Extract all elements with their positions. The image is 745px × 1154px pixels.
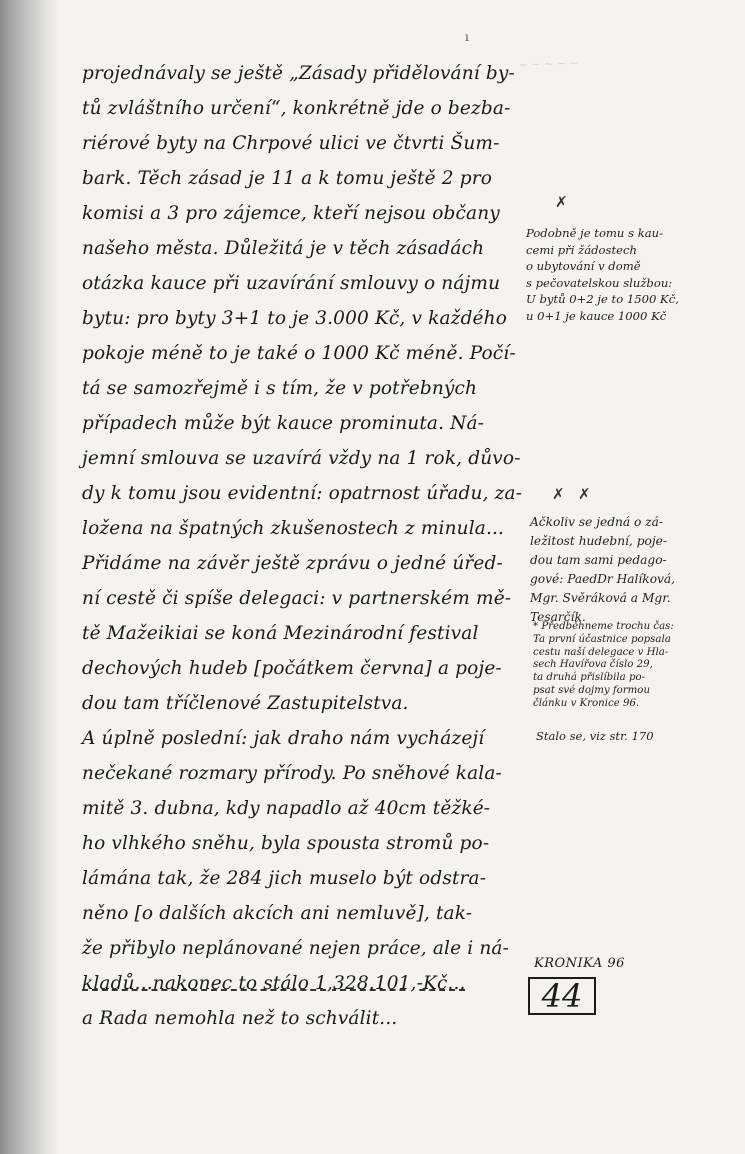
margin-note-reference: Stalo se, viz str. 170 [536,729,654,743]
text-line: otázka kauce při uzavírání smlouvy o nájmu [82,273,501,294]
text-line: tě Mažeikiai se koná Mezinárodní festival [82,623,479,644]
text-line: ní cestě či spíše delegaci: v partnerském mě- [82,588,512,609]
text-line: dou tam tříčlenové Zastupitelstva. [82,693,409,714]
note-line: ležitost hudební, poje- [530,534,667,548]
ink-mark: ı [465,30,469,44]
note-line: s pečovatelskou službou: [526,275,673,290]
binding-shadow [0,0,60,1154]
text-line: riérové byty na Chrpové ulici ve čtvrti Šum- [82,133,500,154]
note-line: Mgr. Svěráková a Mgr. [530,591,671,605]
text-line: tů zvláštního určení“, konkrétně jde o bezba- [82,98,511,119]
note-line: sech Havířova číslo 29, [533,659,653,671]
text-line: dy k tomu jsou evidentní: opatrnost úřadu, za- [82,483,523,504]
text-line: ho vlhkého sněhu, byla spousta stromů po- [82,833,490,854]
text-line-cost: kladů...nakonec to stálo 1,328.101,-Kč... [82,973,466,994]
text-line: tá se samozřejmě i s tím, že v potřebných [82,378,478,399]
text-line: projednávaly se ještě „Zásady přidělování by- [82,63,515,84]
text-line: Přidáme na závěr ještě zprávu o jedné úřed- [82,553,503,574]
note-line: * Předběhneme trochu čas: [533,621,674,632]
page-number: 44 [528,977,596,1015]
text-line: a Rada nemohla než to schválit... [82,1008,398,1029]
text-line: případech může být kauce prominuta. Ná- [82,413,485,434]
note-line: dou tam sami pedago- [530,553,667,567]
text-line: ložena na špatných zkušenostech z minula... [82,518,505,539]
note-line: gové: PaedDr Halíková, [530,572,676,586]
text-line: že přibylo neplánované nejen práce, ale i ná- [82,938,509,959]
chronicle-header: KRONIKA 96 [534,956,625,971]
text-line: mitě 3. dubna, kdy napadlo až 40cm těžké- [82,798,491,819]
note-line: cestu naší delegace v Hla- [533,646,669,658]
bleed-through-text: ~ ~ ~ ~ ~ [518,56,579,72]
text-line: jemní smlouva se uzavírá vždy na 1 rok, důvo- [82,448,521,469]
note-line: cemi při žádostech [526,242,637,257]
note-line: Ačkoliv se jedná o zá- [530,515,664,529]
main-handwritten-text [82,56,522,1036]
margin-cross-mark: ✗ [578,485,591,503]
margin-cross-mark: ✗ [552,485,565,503]
margin-cross-mark: ✗ [555,193,568,211]
note-line: Ta první účastnice popsala [533,633,671,645]
note-line: u 0+1 je kauce 1000 Kč [526,308,667,323]
note-line: Tesarčík. [530,610,586,624]
text-line: bark. Těch zásad je 11 a k tomu ještě 2 pro [82,168,492,189]
text-line: něno [o dalších akcích ani nemluvě], tak- [82,903,473,924]
margin-note-kauce [526,225,731,324]
note-line: Podobně je tomu s kau- [526,226,664,240]
note-line: o ubytování v domě [526,259,641,273]
margin-note-footnote [533,621,733,711]
note-line: článku v Kronice 96. [533,697,640,709]
note-line: ta druhá přislíbila po- [533,672,646,684]
text-line: pokoje méně to je také o 1000 Kč méně. Počí- [82,343,516,364]
margin-note-delegace [530,513,735,627]
text-line: našeho města. Důležitá je v těch zásadách [82,238,485,259]
text-line: nečekané rozmary přírody. Po sněhové kala- [82,763,502,784]
text-line: dechových hudeb [počátkem června] a poje- [82,658,502,679]
text-line: A úplně poslední: jak draho nám vycházejí [82,728,485,749]
note-line: psat své dojmy formou [533,684,651,696]
text-line: lámána tak, že 284 jich muselo být odstra- [82,868,487,889]
note-line: U bytů 0+2 je to 1500 Kč, [526,292,679,306]
text-line: bytu: pro byty 3+1 to je 3.000 Kč, v každého [82,308,508,329]
text-line: komisi a 3 pro zájemce, kteří nejsou občany [82,203,500,224]
